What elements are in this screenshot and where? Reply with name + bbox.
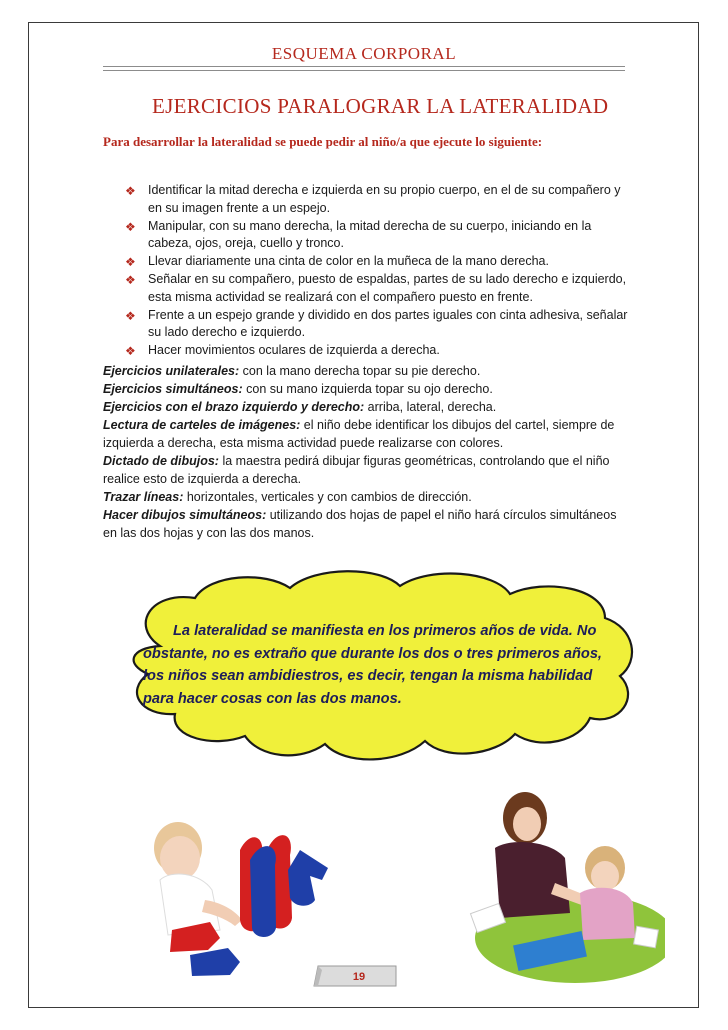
children-cutouts-photo xyxy=(150,810,345,985)
mother-child-photo xyxy=(455,788,665,988)
list-item: ❖ Llevar diariamente una cinta de color en la muñeca de la mano derecha. xyxy=(125,253,630,271)
list-item: ❖ Identificar la mitad derecha e izquierda en su propio cuerpo, en el de su compañero y en su imagen frente a un espejo. xyxy=(125,183,621,215)
exercise-item: Lectura de carteles de imágenes: el niño debe identificar los dibujos del cartel, siempre de izquierda a derecha, esta misma actividad puede realizarse con colores. xyxy=(103,418,615,450)
diamond-bullet-icon: ❖ xyxy=(125,272,136,287)
list-item: ❖ Señalar en su compañero, puesto de espaldas, partes de su lado derecho e izquierdo, esta misma actividad se realizará con el compañero puesto en frente. xyxy=(125,271,627,304)
diamond-bullet-icon: ❖ xyxy=(125,308,136,323)
header-rule xyxy=(103,66,625,71)
page-number: 19 xyxy=(352,971,366,983)
exercise-item: Ejercicios simultáneos: con su mano izquierda topar su ojo derecho. xyxy=(103,382,493,396)
list-item: ❖ Frente a un espejo grande y dividido en dos partes iguales con cinta adhesiva, señalar su lado derecho e izquierdo. xyxy=(125,307,628,340)
exercise-list xyxy=(103,362,628,542)
intro-text: Para desarrollar la lateralidad se puede pedir al niño/a que ejecute lo siguiente: xyxy=(103,134,543,149)
main-heading: EJERCICIOS PARALOGRAR LA LATERALIDAD xyxy=(152,94,609,118)
list-item: ❖ Hacer movimientos oculares de izquierda a derecha. xyxy=(125,342,630,360)
page-number-box xyxy=(310,962,400,988)
exercise-item: Dictado de dibujos: la maestra pedirá dibujar figuras geométricas, controlando que el niño realice esto de izquierda a derecha. xyxy=(103,454,610,486)
cloud-callout-text: La lateralidad se manifiesta en los primeros años de vida. No obstante, no es extraño que durante los dos o tres primeros años, los niños sean ambidiestros, es decir, tengan la misma habilidad para hacer cosas con las dos manos. xyxy=(143,623,602,707)
header-title: ESQUEMA CORPORAL xyxy=(271,44,457,63)
exercise-item: Ejercicios unilaterales: con la mano derecha topar su pie derecho. xyxy=(103,364,481,378)
diamond-bullet-icon: ❖ xyxy=(125,219,136,234)
diamond-bullet-icon: ❖ xyxy=(125,344,136,359)
exercise-item: Trazar líneas: horizontales, verticales y con cambios de dirección. xyxy=(103,490,472,504)
bullet-list xyxy=(125,182,630,360)
exercise-item: Hacer dibujos simultáneos: utilizando dos hojas de papel el niño hará círculos simultáneos en las dos hojas y con las dos manos. xyxy=(103,508,617,540)
exercise-item: Ejercicios con el brazo izquierdo y derecho: arriba, lateral, derecha. xyxy=(103,400,497,414)
diamond-bullet-icon: ❖ xyxy=(125,184,136,198)
diamond-bullet-icon: ❖ xyxy=(125,255,136,270)
list-item: ❖ Manipular, con su mano derecha, la mitad derecha de su cuerpo, iniciando en la cabeza, ojos, oreja, cuello y tronco. xyxy=(125,218,592,251)
